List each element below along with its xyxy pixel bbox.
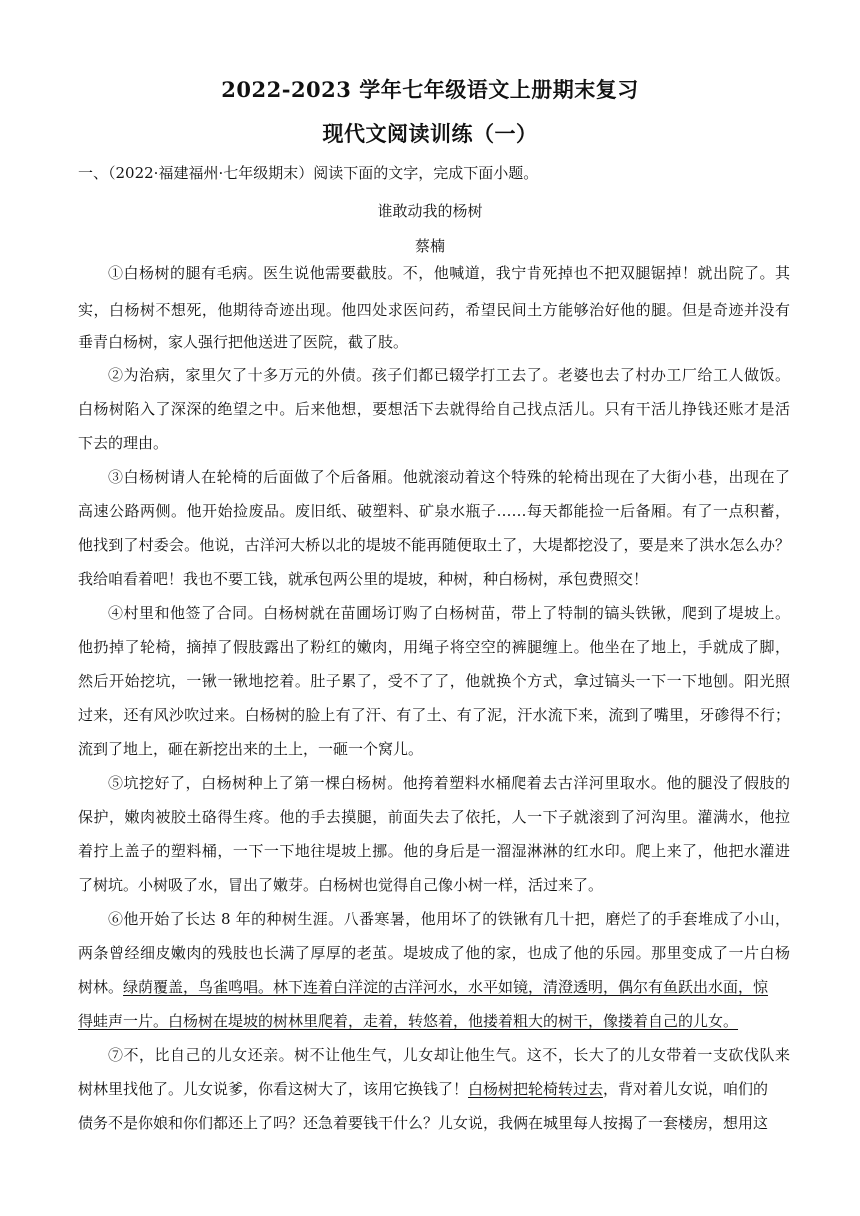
- paragraph-line: 垂青白杨树，家人强行把他送进了医院，截了肢。: [78, 333, 409, 351]
- paragraph-line: 着拧上盖子的塑料桶，一下一下地往堤坡上挪。他的身后是一溜湿淋淋的红水印。爬上来了，他把水灌进: [78, 842, 790, 860]
- paragraph-line: 流到了地上，砸在新挖出来的土上，一砸一个窝儿。: [78, 740, 424, 758]
- paragraph-line: 保护，嫩肉被胶土硌得生疼。他的手去摸腿，前面失去了依托，人一下子就滚到了河沟里。灌满水，他拉: [78, 808, 790, 826]
- essay-author: 蔡楠: [414, 237, 445, 255]
- paragraph-line: 高速公路两侧。他开始捡废品。废旧纸、破塑料、矿泉水瓶子……每天都能捡一后备厢。有了一点积蓄，: [78, 502, 790, 520]
- paragraph-line: ②为治病，家里欠了十多万元的外债。孩子们都已辍学打工去了。老婆也去了村办工厂给工人做饭。: [108, 366, 790, 384]
- essay-title: 谁敢动我的杨树: [377, 202, 483, 220]
- paragraph-line: 他找到了村委会。他说，古洋河大桥以北的堤坡不能再随便取土了，大堤都挖没了，要是来了洪水怎么办？: [78, 536, 790, 554]
- paragraph-line: 两条曾经细皮嫩肉的残肢也长满了厚厚的老茧。堤坡成了他的家，也成了他的乐园。那里变成了一片白杨: [78, 944, 790, 962]
- question-intro: 一、（2022·福建福州·七年级期末）阅读下面的文字，完成下面小题。: [78, 164, 539, 182]
- paragraph-line: ⑤坑挖好了，白杨树种上了第一棵白杨树。他挎着塑料水桶爬着去古洋河里取水。他的腿没了假肢的: [108, 774, 790, 792]
- paragraph-line: ④村里和他签了合同。白杨树就在苗圃场订购了白杨树苗，带上了特制的镐头铁锹，爬到了堤坡上。: [108, 604, 790, 622]
- paragraph-line: [78, 976, 790, 998]
- paragraph-line: ⑥他开始了长达 8 年的种树生涯。八番寒暑，他用坏了的铁锹有几十把，磨烂了的手套堆成了小山，: [108, 910, 790, 928]
- paragraph-line: 我给咱看着吧！我也不要工钱，就承包两公里的堤坡，种树，种白杨树，承包费照交！: [78, 570, 649, 588]
- underlined-sentence-end: 得蛙声一片。: [78, 1012, 169, 1030]
- text-segment: 树林。: [78, 978, 124, 996]
- paragraph-line: [78, 1078, 790, 1100]
- paragraph-line: ①白杨树的腿有毛病。医生说他需要截肢。不，他喊道，我宁肯死掉也不把双腿锯掉！就出院了。其: [108, 264, 790, 282]
- underlined-phrase: 白杨树把轮椅转过去: [468, 1080, 604, 1098]
- underlined-sentence: 绿荫覆盖，鸟雀鸣唱。林下连着白洋淀的古洋河水，水平如镜，清澄透明，偶尔有鱼跃出水面，惊: [123, 978, 769, 996]
- paragraph-line: 实，白杨树不想死，他期待奇迹出现。他四处求医问药，希望民间土方能够治好他的腿。但是奇迹并没有: [78, 301, 790, 319]
- paragraph-line: 债务不是你娘和你们都还上了吗？还急着要钱干什么？儿女说，我俩在城里每人按揭了一套楼房，想用这: [78, 1114, 769, 1132]
- text-segment: 树林里找他了。儿女说爹，你看这树大了，该用它换钱了！: [78, 1080, 469, 1098]
- page-title: 2022-2023 学年七年级语文上册期末复习: [221, 77, 639, 102]
- underlined-sentence: 白杨树在堤坡的树林里爬着，走着，转悠着，他搂着粗大的树干，像搂着自己的儿女。: [168, 1012, 739, 1030]
- paragraph-line: ③白杨树请人在轮椅的后面做了个后备厢。他就滚动着这个特殊的轮椅出现在了大街小巷，出现在了: [108, 468, 790, 486]
- paragraph-line: 他扔掉了轮椅，摘掉了假肢露出了粉红的嫩肉，用绳子将空空的裤腿缠上。他坐在了地上，手就成了脚，: [78, 638, 790, 656]
- paragraph-line: ⑦不，比自己的儿女还亲。树不让他生气，儿女却让他生气。这不，长大了的儿女带着一支砍伐队来: [108, 1046, 790, 1064]
- paragraph-line: 过来，还有风沙吹过来。白杨树的脸上有了汗、有了土、有了泥，汗水流下来，流到了嘴里，牙碜得不行；: [78, 706, 790, 724]
- paragraph-line: 白杨树陷入了深深的绝望之中。后来他想，要想活下去就得给自己找点活儿。只有干活儿挣钱还账才是活: [78, 400, 790, 418]
- paragraph-line: 然后开始挖坑，一锹一锹地挖着。肚子累了，受不了了，他就换个方式，拿过镐头一下一下地刨。阳光照: [78, 672, 790, 690]
- page-subtitle: 现代文阅读训练（一）: [322, 121, 538, 146]
- text-segment: ，背对着儿女说，咱们的: [603, 1080, 769, 1098]
- paragraph-line: 了树坑。小树吸了水，冒出了嫩芽。白杨树也觉得自己像小树一样，活过来了。: [78, 876, 604, 894]
- paragraph-line: [78, 1010, 790, 1032]
- paragraph-line: 下去的理由。: [78, 434, 169, 452]
